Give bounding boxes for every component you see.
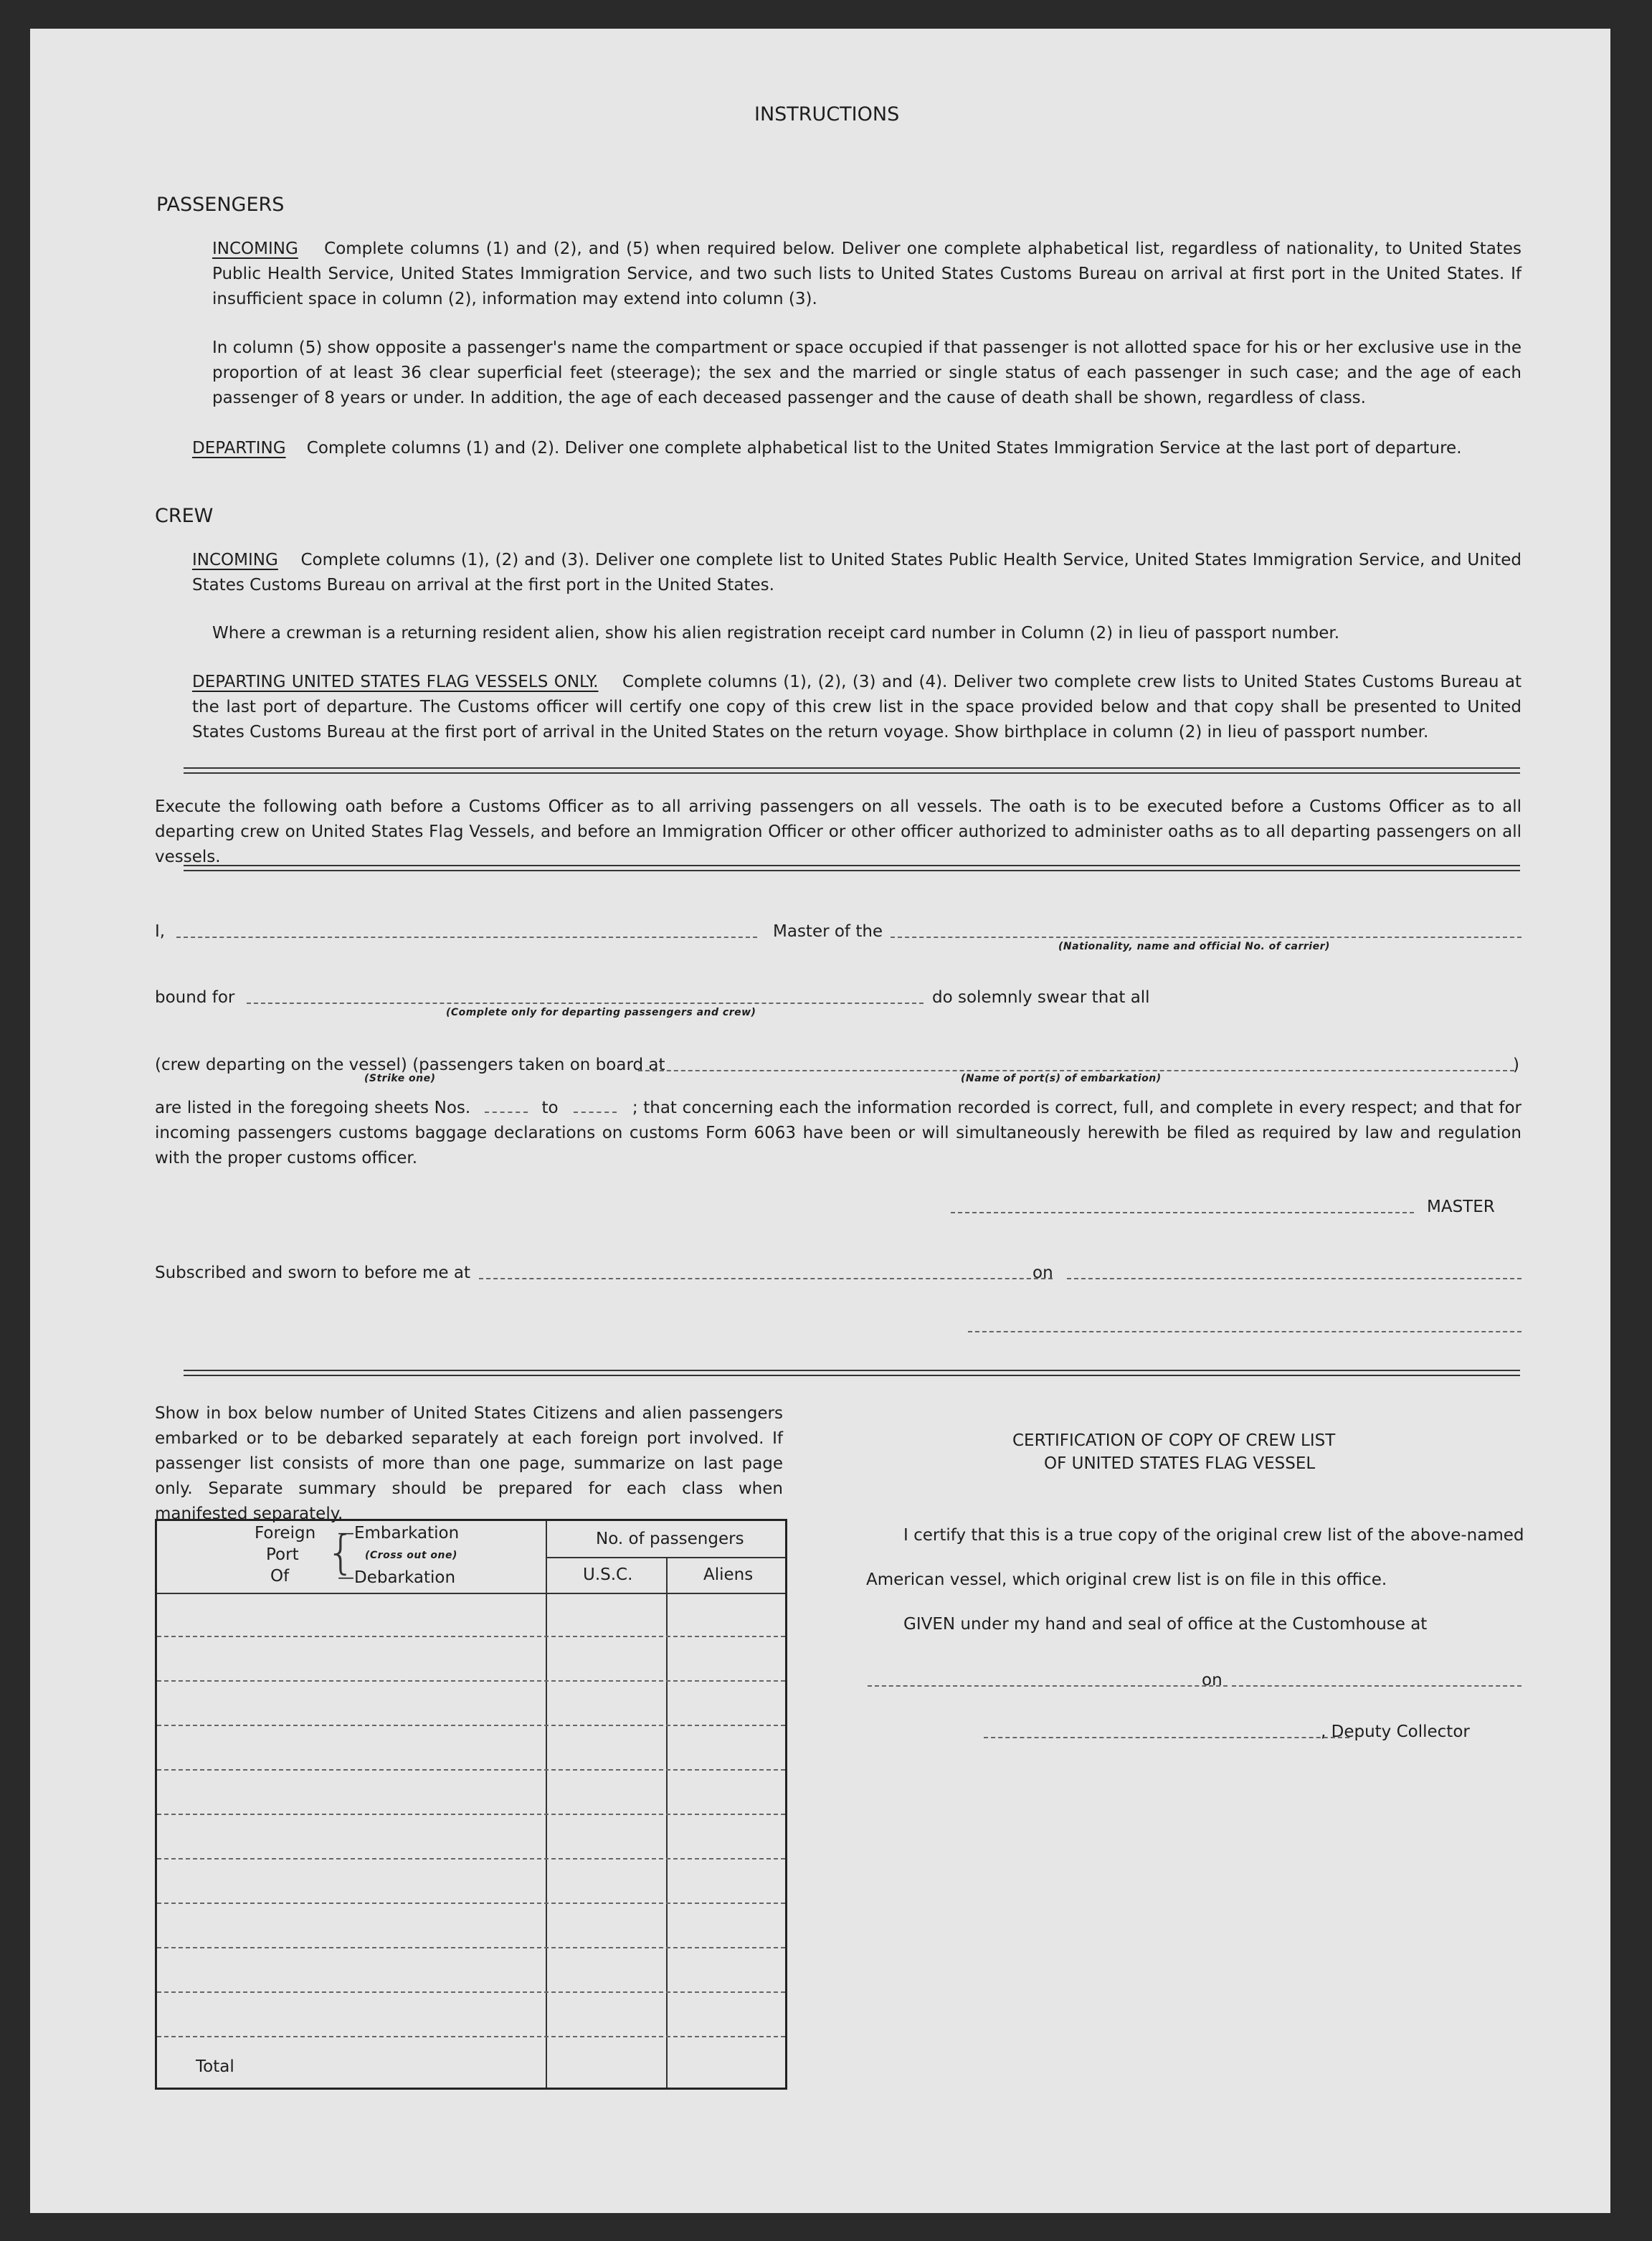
crew-incoming-paragraph [192, 548, 1522, 598]
table-row[interactable] [157, 1769, 785, 1771]
certify-line1: I certify that this is a true copy of the original crew list of the above-named [903, 1526, 1524, 1545]
sheet-from-field[interactable] [485, 1097, 528, 1113]
ports-of-embarkation-field[interactable] [638, 1070, 1514, 1071]
nationality-note: (Nationality, name and official No. of carrier) [1058, 941, 1330, 952]
crew-incoming-label: INCOMING [192, 551, 278, 569]
brace: { [326, 1527, 356, 1580]
header-divider [546, 1557, 785, 1558]
officer-signature-field[interactable] [968, 1331, 1522, 1332]
page-title: INSTRUCTIONS [754, 103, 900, 125]
usc-label: U.S.C. [583, 1565, 633, 1584]
customhouse-field[interactable] [868, 1685, 1228, 1687]
crew-departing-label: DEPARTING UNITED STATES FLAG VESSELS ONLY. [192, 673, 599, 691]
certification-on-label: on [1202, 1671, 1223, 1690]
passengers-heading: PASSENGERS [156, 194, 285, 216]
crew-incoming-text: Complete columns (1), (2) and (3). Deliver one complete list to United States Public Health Service, United States Immigration Service, and United States Customs Bureau on arrival at the first port in the United States. [192, 551, 1522, 594]
table-row[interactable] [157, 1814, 785, 1815]
crew-resident-paragraph: Where a crewman is a returning resident alien, show his alien registration receipt card number in Column (2) in lieu of passport number. [212, 624, 1340, 643]
of-label: Of [270, 1567, 290, 1586]
section-divider [184, 767, 1520, 774]
oath-i-label: I, [155, 922, 166, 941]
table-row[interactable] [157, 1947, 785, 1948]
swear-text: do solemnly swear that all [932, 988, 1150, 1007]
port-label: Port [266, 1545, 299, 1564]
master-signature-field[interactable] [951, 1212, 1414, 1213]
foreign-label: Foreign [255, 1524, 316, 1543]
crew-heading: CREW [155, 505, 214, 527]
passengers-column5-paragraph: In column (5) show opposite a passenger's name the compartment or space occupied if that passenger is not allotted space for his or her exclusive use in the proportion of at least 36 clear superficial feet (steerage); the sex and the married or single status of each passenger in such case; and the age of each passenger of 8 years or under. In addition, the age of each deceased passenger and the cause of death shall be shown, regardless of class. [212, 338, 1522, 407]
aliens-label: Aliens [703, 1565, 754, 1584]
passengers-departing-paragraph [192, 436, 1522, 461]
given-text: GIVEN under my hand and seal of office at the Customhouse at [903, 1615, 1428, 1634]
section-divider [184, 1370, 1520, 1376]
table-row[interactable] [157, 1636, 785, 1637]
embarkation-label: —Embarkation [338, 1524, 460, 1543]
table-row[interactable] [157, 1858, 785, 1859]
sheet-to-field[interactable] [574, 1097, 617, 1113]
master-label: MASTER [1427, 1198, 1495, 1216]
no-passengers-label: No. of passengers [596, 1530, 744, 1548]
passengers-departing-label: DEPARTING [192, 439, 286, 458]
bound-for-label: bound for [155, 988, 235, 1007]
passengers-incoming-paragraph [212, 237, 1522, 312]
crew-departing-text: Complete columns (1), (2), (3) and (4). Deliver two complete crew lists to United States Customs Bureau at the last port of departure. The Customs officer will certify one copy of this crew list in the space provided below and that copy shall be presented to United States Customs Bureau at the first port of arrival in the United States on the return voyage. Show birthplace in column (2) in lieu of passport number. [192, 673, 1522, 742]
vessel-nationality-field[interactable] [891, 937, 1522, 938]
crew-departing-paragraph [192, 670, 1522, 745]
passengers-departing-text: Complete columns (1) and (2). Deliver one complete alphabetical list to the United States Immigration Service at the last port of departure. [306, 439, 1462, 458]
table-row[interactable] [157, 2036, 785, 2037]
master-name-field[interactable] [176, 937, 757, 938]
ports-note: (Name of port(s) of embarkation) [961, 1073, 1162, 1084]
sworn-date-field[interactable] [1067, 1278, 1522, 1279]
section-divider [184, 865, 1520, 871]
bound-for-field[interactable] [247, 1003, 924, 1004]
listed-text: ; that concerning each the information recorded is correct, full, and complete in every respect; and that for incoming passengers customs baggage declarations on customs Form 6063 have been or will simultaneously herewith be filed as required by law and regulation with the proper customs officer. [155, 1099, 1522, 1167]
certify-line2: American vessel, which original crew list is on file in this office. [866, 1570, 1387, 1589]
subscribed-label: Subscribed and sworn to before me at [155, 1264, 471, 1282]
certification-title-line1: CERTIFICATION OF COPY OF CREW LIST [1012, 1431, 1336, 1450]
summary-instruction: Show in box below number of United States Citizens and alien passengers embarked or to be debarked separately at each foreign port involved. If passenger list consists of more than one page, summarize on last page only. Separate summary should be prepared for each class when manifested separately. [155, 1404, 783, 1523]
table-row[interactable] [157, 1680, 785, 1682]
complete-only-note: (Complete only for departing passengers and crew) [446, 1007, 756, 1018]
to-label: to [541, 1099, 559, 1117]
certification-title-line2: OF UNITED STATES FLAG VESSEL [1044, 1454, 1316, 1473]
column-divider [546, 1521, 547, 2088]
oath-instruction: Execute the following oath before a Customs Officer as to all arriving passengers on all vessels. The oath is to be executed before a Customs Officer as to all departing crew on United States Flag Vessels, and before an Immigration Officer or other officer authorized to administer oaths as to all departing passengers on all vessels. [155, 797, 1522, 866]
total-label: Total [196, 2057, 234, 2076]
debarkation-label: —Debarkation [338, 1568, 456, 1587]
deputy-collector-label: , Deputy Collector [1321, 1723, 1470, 1741]
table-row[interactable] [157, 1991, 785, 1993]
deputy-signature-field[interactable] [984, 1737, 1349, 1738]
passenger-summary-table [155, 1519, 787, 2090]
listed-paragraph [155, 1096, 1522, 1171]
sworn-on-label: on [1032, 1264, 1053, 1282]
passengers-incoming-text: Complete columns (1) and (2), and (5) when required below. Deliver one complete alphabetical list, regardless of nationality, to United States Public Health Service, United States Immigration Service, and two such lists to United States Customs Bureau on arrival at first port in the United States. If insufficient space in column (2), information may extend into column (3). [212, 240, 1522, 308]
table-row[interactable] [157, 1725, 785, 1726]
certification-date-field[interactable] [1232, 1685, 1522, 1687]
strike-one-note: (Strike one) [364, 1073, 436, 1084]
master-of-the-label: Master of the [773, 922, 883, 941]
sworn-place-field[interactable] [479, 1278, 1053, 1279]
passengers-incoming-label: INCOMING [212, 240, 298, 258]
table-row[interactable] [157, 1903, 785, 1904]
crew-departing-text: (crew departing on the vessel) (passengers taken on board at [155, 1056, 665, 1074]
close-paren: ) [1513, 1056, 1519, 1074]
form-page [30, 29, 1610, 2213]
header-divider [157, 1593, 785, 1594]
cross-out-note: (Cross out one) [365, 1550, 457, 1561]
listed-prefix: are listed in the foregoing sheets Nos. [155, 1099, 471, 1117]
